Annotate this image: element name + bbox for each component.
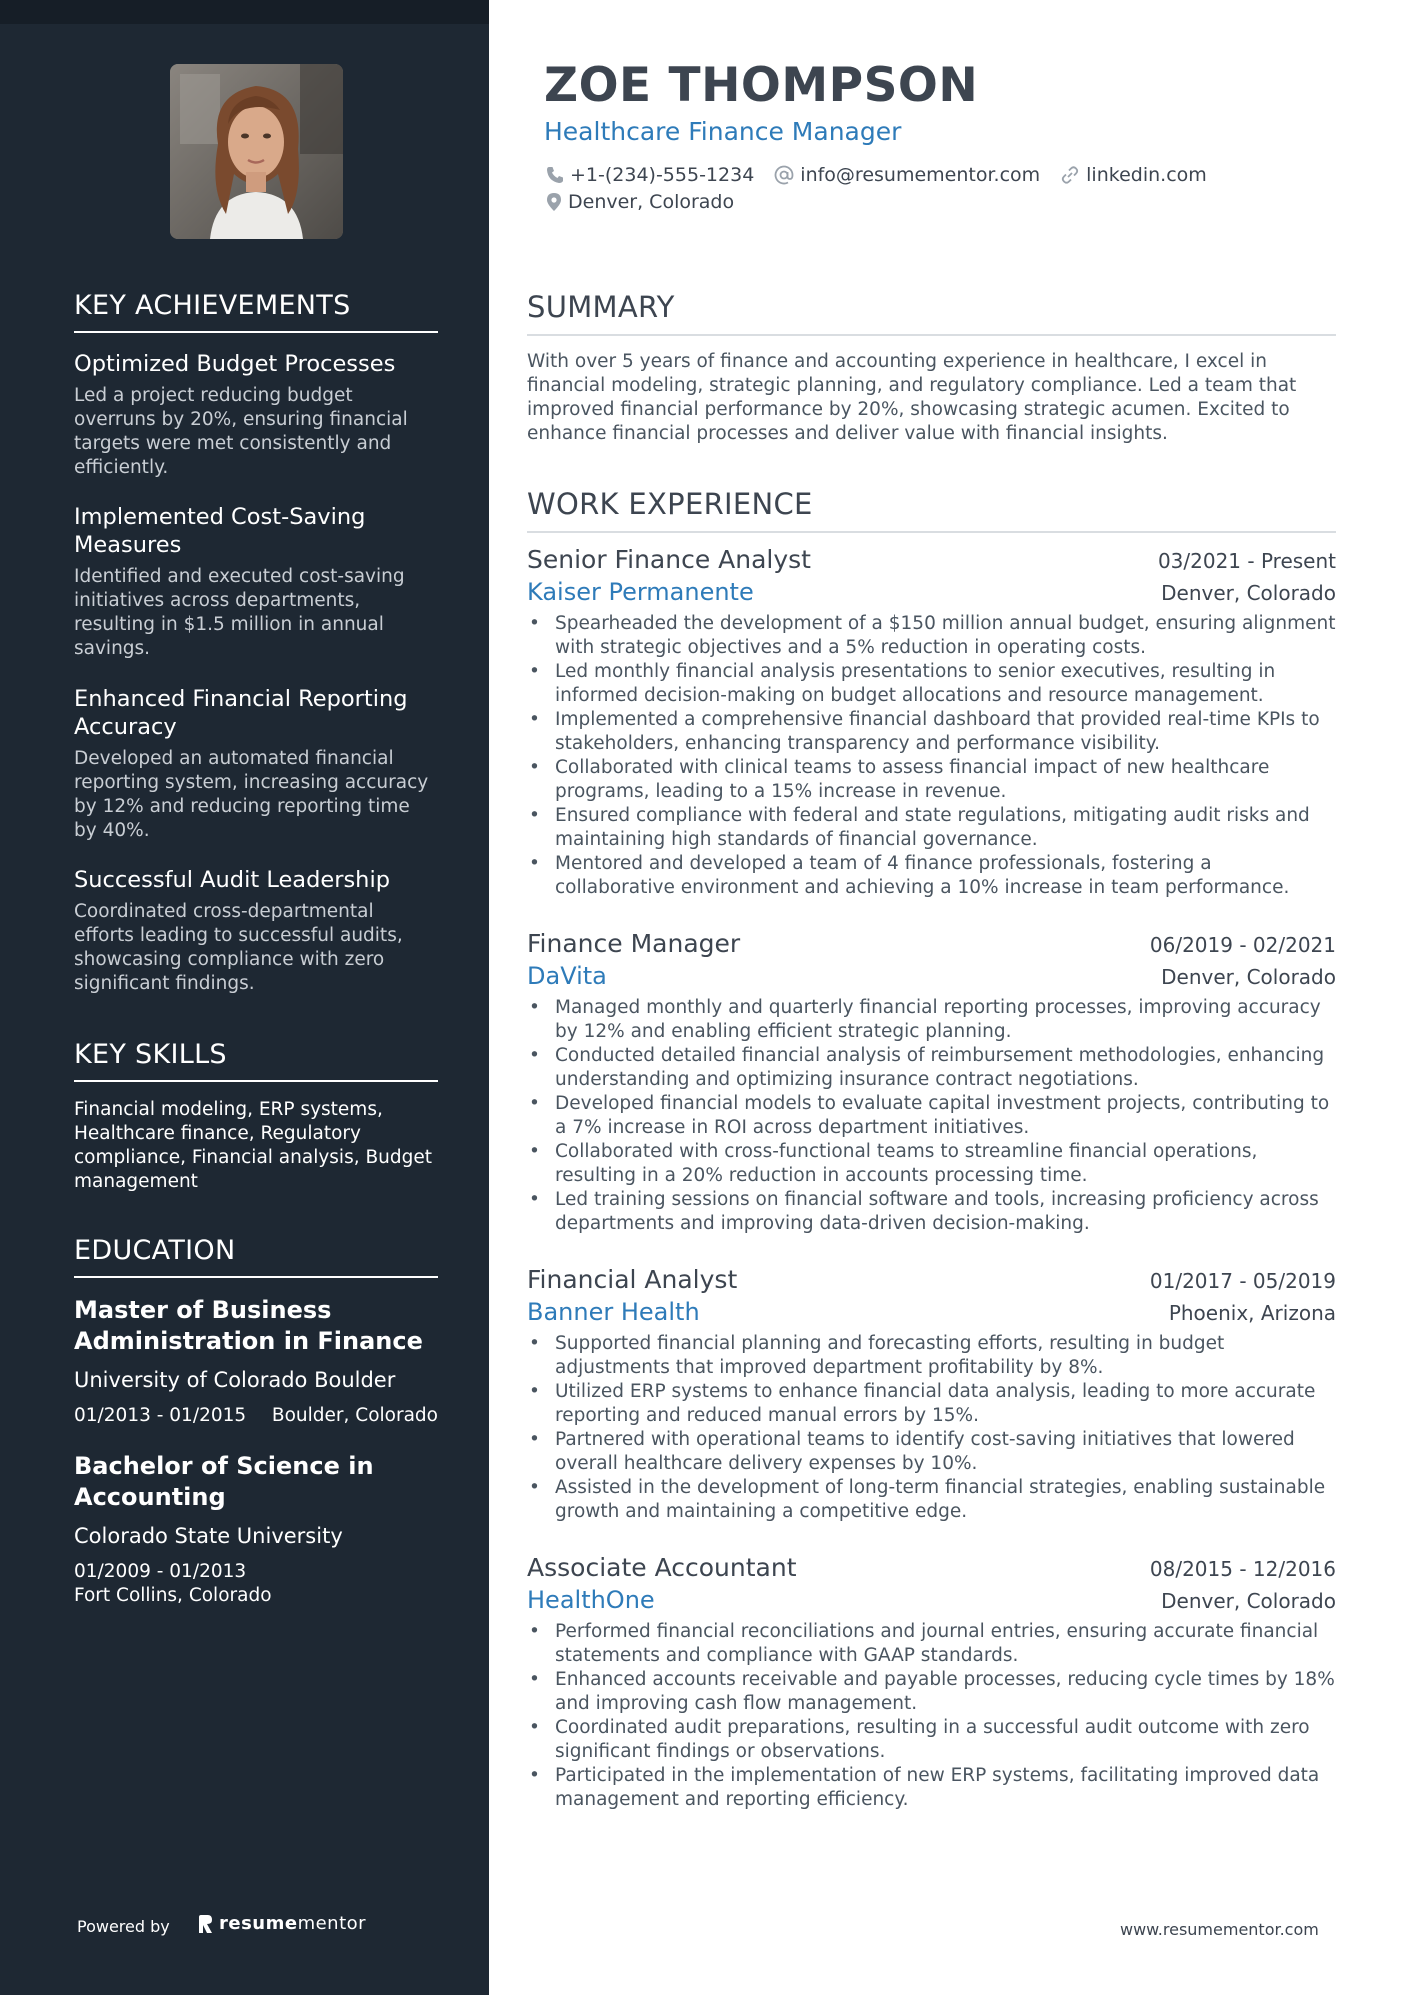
achievement-title: Optimized Budget Processes [74,351,396,377]
key-skills-heading: KEY SKILLS [74,1039,438,1082]
job-title: Senior Finance Analyst [527,545,811,574]
link-icon [1060,165,1080,185]
education-meta [74,1560,438,1608]
education-item [74,1451,438,1608]
achievement-title: Successful Audit Leadership [74,867,390,893]
degree: Bachelor of Science in Accounting [74,1452,374,1511]
summary-text: With over 5 years of finance and accounting experience in healthcare, I excel in financial modeling, strategic planning, and regulatory compliance. Led a team that improved financial performance by 20%, showcasing strategic acumen. Excited to enhance financial processes and deliver value with financial insights. [527,351,1297,444]
job-bullets [527,1332,1336,1524]
achievement-description: Led a project reducing budget overruns by 20%, ensuring financial targets were met consistently and efficiently. [74,385,408,478]
bullet-item: • Managed monthly and quarterly financial reporting processes, improving accuracy by 12% and enabling efficient strategic planning. [527,996,1336,1044]
job-bullets [527,996,1336,1236]
job-entry [527,544,1336,900]
achievement-item [74,503,438,661]
sidebar-top-bar [0,0,489,24]
achievement-description: Coordinated cross-departmental efforts leading to successful audits, showcasing compliance with zero significant findings. [74,901,403,994]
achievement-description: Identified and executed cost-saving initiatives across departments, resulting in $1.5 million in annual savings. [74,566,405,659]
profile-photo [170,64,343,239]
job-dates: 08/2015 - 12/2016 [1149,1557,1336,1581]
skills-list: Financial modeling, ERP systems, Healthcare finance, Regulatory compliance, Financial analysis, Budget management [74,1099,433,1192]
summary-heading: SUMMARY [527,290,1336,336]
at-sign-icon [774,165,794,185]
degree: Master of Business Administration in Finance [74,1296,423,1355]
bullet-item: • Collaborated with clinical teams to assess financial impact of new healthcare programs, leading to a 15% increase in revenue. [527,756,1336,804]
brand-name-bold: resume [219,1913,298,1934]
bullet-item: • Spearheaded the development of a $150 million annual budget, ensuring alignment with strategic objectives and a 5% reduction in operating costs. [527,612,1336,660]
location-text: Denver, Colorado [568,191,735,213]
powered-by-label: Powered by [77,1917,170,1936]
achievement-item [74,866,438,996]
achievement-item [74,685,438,843]
brand-logo[interactable] [199,1913,366,1934]
education-meta [74,1404,438,1428]
phone[interactable] [546,164,754,186]
school: University of Colorado Boulder [74,1368,396,1392]
job-entry [527,1552,1336,1812]
school: Colorado State University [74,1524,343,1548]
phone-icon [546,166,564,184]
bullet-item: • Participated in the implementation of new ERP systems, facilitating improved data management and reporting efficiency. [527,1764,1336,1812]
contact-row [546,164,1227,186]
email-text: info@resumementor.com [800,164,1041,186]
candidate-role: Healthcare Finance Manager [544,117,902,146]
bullet-item: • Collaborated with cross-functional teams to streamline financial operations, resulting in a 20% reduction in accounts processing time. [527,1140,1336,1188]
achievement-description: Developed an automated financial reporting system, increasing accuracy by 12% and reducing reporting time by 40%. [74,748,429,841]
job-dates: 01/2017 - 05/2019 [1149,1269,1336,1293]
sidebar [0,0,489,1995]
key-achievements-heading: KEY ACHIEVEMENTS [74,290,438,333]
bullet-item: • Performed financial reconciliations and journal entries, ensuring accurate financial statements and compliance with GAAP standards. [527,1620,1336,1668]
resumementor-logo-icon [199,1914,213,1934]
bullet-item: • Enhanced accounts receivable and payable processes, reducing cycle times by 18% and improving cash flow management. [527,1668,1336,1716]
bullet-item: • Conducted detailed financial analysis of reimbursement methodologies, enhancing understanding and optimizing insurance contract negotiations. [527,1044,1336,1092]
phone-text: +1-(234)-555-1234 [570,164,755,186]
linkedin-text: linkedin.com [1086,164,1207,186]
bullet-item: • Implemented a comprehensive financial dashboard that provided real-time KPIs to stakeholders, enhancing transparency and performance visibility. [527,708,1336,756]
location-row [546,191,754,213]
job-company: Kaiser Permanente [527,578,754,606]
bullet-item: • Partnered with operational teams to identify cost-saving initiatives that lowered overall healthcare delivery expenses by 10%. [527,1428,1336,1476]
work-experience-heading: WORK EXPERIENCE [527,487,1336,533]
job-bullets [527,612,1336,900]
bullet-item: • Assisted in the development of long-term financial strategies, enabling sustainable growth and maintaining a competitive edge. [527,1476,1336,1524]
candidate-name: ZOE THOMPSON [544,58,979,113]
bullet-item: • Coordinated audit preparations, resulting in a successful audit outcome with zero significant findings or observations. [527,1716,1336,1764]
bullet-item: • Supported financial planning and forecasting efforts, resulting in budget adjustments that improved department profitability by 8%. [527,1332,1336,1380]
job-title: Finance Manager [527,929,741,958]
job-location: Denver, Colorado [1161,1589,1336,1613]
education-location: Boulder, Colorado [271,1405,438,1426]
job-dates: 06/2019 - 02/2021 [1149,933,1336,957]
brand-name-rest: mentor [297,1913,367,1934]
footer-website-link[interactable]: www.resumementor.com [1120,1920,1319,1939]
job-location: Denver, Colorado [1161,581,1336,605]
job-location: Phoenix, Arizona [1168,1301,1336,1325]
achievement-item [74,350,438,480]
job-entry [527,928,1336,1236]
education-heading: EDUCATION [74,1235,438,1278]
education-dates: 01/2009 - 01/2013 [74,1561,247,1582]
job-company: DaVita [527,962,607,990]
profile-photo-illustration [170,64,343,239]
job-bullets [527,1620,1336,1812]
bullet-item: • Developed financial models to evaluate capital investment projects, contributing to a 7% increase in ROI across department initiatives. [527,1092,1336,1140]
job-entry [527,1264,1336,1524]
bullet-item: • Ensured compliance with federal and state regulations, mitigating audit risks and maintaining high standards of financial governance. [527,804,1336,852]
job-company: HealthOne [527,1586,655,1614]
education-dates: 01/2013 - 01/2015 [74,1405,247,1426]
education-location: Fort Collins, Colorado [74,1585,272,1606]
bullet-item: • Utilized ERP systems to enhance financial data analysis, leading to more accurate reporting and reduced manual errors by 15%. [527,1380,1336,1428]
achievement-title: Enhanced Financial Reporting Accuracy [74,686,408,740]
job-title: Associate Accountant [527,1553,797,1582]
job-dates: 03/2021 - Present [1157,549,1336,573]
job-company: Banner Health [527,1298,700,1326]
achievement-title: Implemented Cost-Saving Measures [74,504,366,558]
education-item [74,1295,438,1428]
linkedin[interactable] [1060,164,1207,186]
job-location: Denver, Colorado [1161,965,1336,989]
bullet-item: • Mentored and developed a team of 4 finance professionals, fostering a collaborative environment and achieving a 10% increase in team performance. [527,852,1336,900]
job-title: Financial Analyst [527,1265,738,1294]
bullet-item: • Led monthly financial analysis presentations to senior executives, resulting in informed decision-making on budget allocations and resource management. [527,660,1336,708]
bullet-item: • Led training sessions on financial software and tools, increasing proficiency across departments and improving data-driven decision-making. [527,1188,1336,1236]
email[interactable] [774,164,1040,186]
map-pin-icon [546,192,562,212]
location [546,191,734,213]
